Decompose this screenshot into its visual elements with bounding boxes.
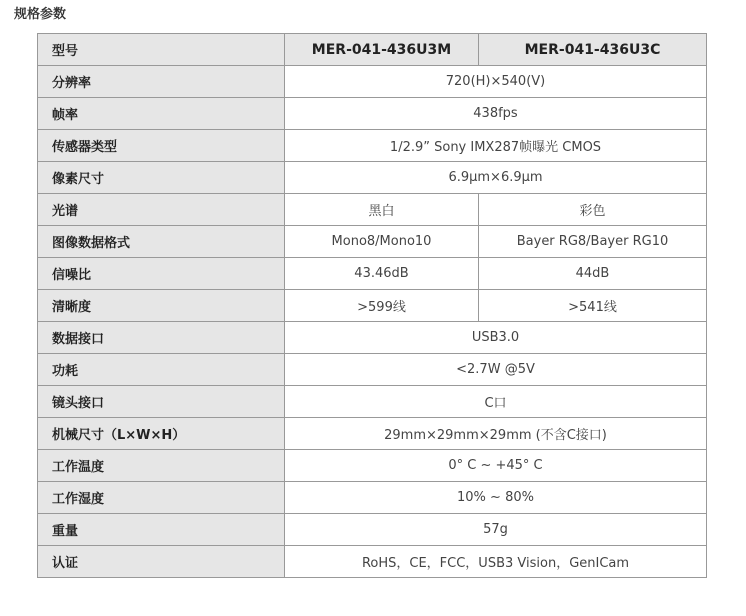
- row-value: <2.7W @5V: [285, 354, 707, 386]
- header-label: 型号: [38, 34, 285, 66]
- row-label: 清晰度: [38, 290, 285, 322]
- table-row: [38, 66, 707, 98]
- table-row: [38, 130, 707, 162]
- row-value-color: Bayer RG8/Bayer RG10: [479, 226, 707, 258]
- row-value: 10% ~ 80%: [285, 482, 707, 514]
- row-value-mono: >599线: [285, 290, 479, 322]
- table-row: [38, 386, 707, 418]
- row-label: 认证: [38, 546, 285, 578]
- row-value: C口: [285, 386, 707, 418]
- row-label: 数据接口: [38, 322, 285, 354]
- row-label: 信噪比: [38, 258, 285, 290]
- table-row: [38, 226, 707, 258]
- row-label: 图像数据格式: [38, 226, 285, 258]
- row-label: 工作湿度: [38, 482, 285, 514]
- table-row: [38, 450, 707, 482]
- row-value: 438fps: [285, 98, 707, 130]
- row-label: 光谱: [38, 194, 285, 226]
- row-label: 机械尺寸（L×W×H）: [38, 418, 285, 450]
- table-row: [38, 258, 707, 290]
- page-title: 规格参数: [14, 7, 67, 22]
- table-row: [38, 514, 707, 546]
- row-value: 0° C ~ +45° C: [285, 450, 707, 482]
- model-mono: MER-041-436U3M: [285, 34, 479, 66]
- table-row: [38, 98, 707, 130]
- row-label: 分辨率: [38, 66, 285, 98]
- spec-table: [37, 33, 707, 578]
- row-value: USB3.0: [285, 322, 707, 354]
- row-label: 像素尺寸: [38, 162, 285, 194]
- table-row: [38, 194, 707, 226]
- model-color: MER-041-436U3C: [479, 34, 707, 66]
- table-row: [38, 546, 707, 578]
- table-row: [38, 162, 707, 194]
- row-label: 重量: [38, 514, 285, 546]
- table-row: [38, 290, 707, 322]
- table-row: [38, 322, 707, 354]
- row-value: 1/2.9” Sony IMX287帧曝光 CMOS: [285, 130, 707, 162]
- row-label: 传感器类型: [38, 130, 285, 162]
- row-value-color: 44dB: [479, 258, 707, 290]
- row-value: RoHS，CE，FCC，USB3 Vision，GenICam: [285, 546, 707, 578]
- row-value-mono: 43.46dB: [285, 258, 479, 290]
- table-row: [38, 482, 707, 514]
- row-value-color: >541线: [479, 290, 707, 322]
- row-value-mono: Mono8/Mono10: [285, 226, 479, 258]
- row-label: 工作温度: [38, 450, 285, 482]
- row-label: 功耗: [38, 354, 285, 386]
- row-label: 镜头接口: [38, 386, 285, 418]
- table-header-row: [38, 34, 707, 66]
- row-value-mono: 黑白: [285, 194, 479, 226]
- row-value: 57g: [285, 514, 707, 546]
- row-value: 6.9μm×6.9μm: [285, 162, 707, 194]
- row-value-color: 彩色: [479, 194, 707, 226]
- row-value: 29mm×29mm×29mm (不含C接口): [285, 418, 707, 450]
- table-row: [38, 354, 707, 386]
- table-row: [38, 418, 707, 450]
- row-value: 720(H)×540(V): [285, 66, 707, 98]
- row-label: 帧率: [38, 98, 285, 130]
